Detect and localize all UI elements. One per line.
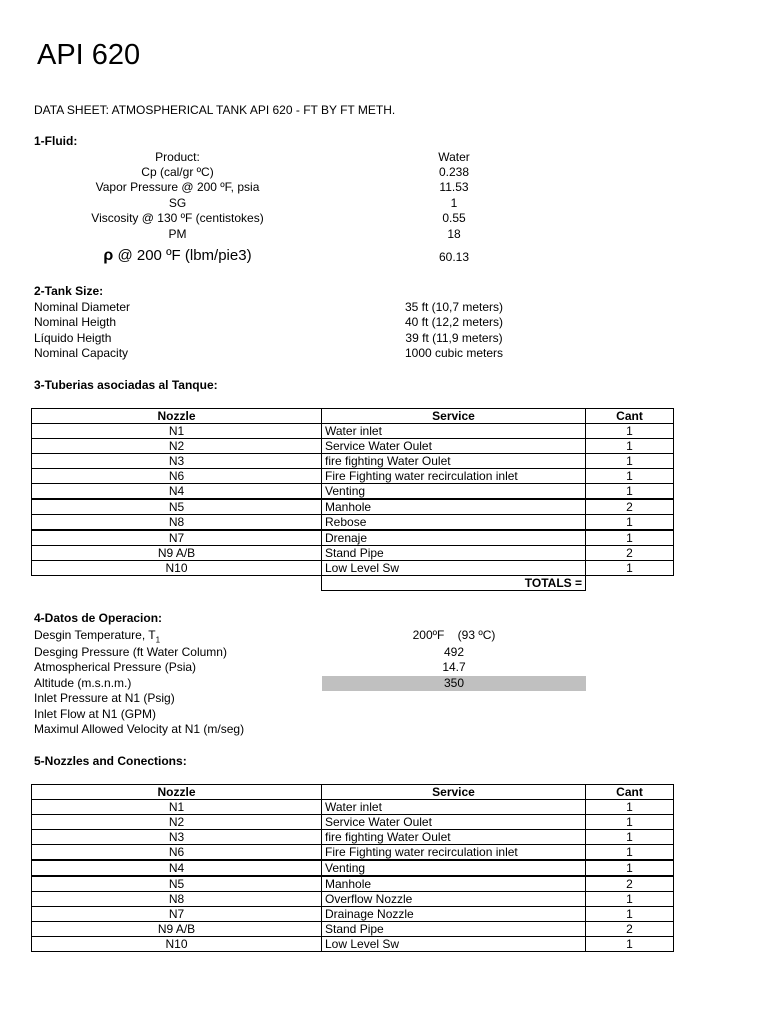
service-cell: Water inlet bbox=[322, 424, 586, 439]
fluid-value: 1 bbox=[450, 196, 458, 210]
cant-cell: 1 bbox=[586, 484, 674, 500]
operacion-value: 492 bbox=[443, 645, 465, 659]
table-row bbox=[32, 907, 674, 922]
tank-size-value: 1000 cubic meters bbox=[404, 346, 504, 360]
tank-size-label: Nominal Heigth bbox=[34, 315, 117, 329]
table-row bbox=[32, 439, 674, 454]
cant-cell: 1 bbox=[586, 439, 674, 454]
service-cell: Venting bbox=[322, 860, 586, 876]
service-cell: Stand Pipe bbox=[322, 546, 586, 561]
service-cell: Drainage Nozzle bbox=[322, 907, 586, 922]
service-cell: Service Water Oulet bbox=[322, 815, 586, 830]
service-cell: fire fighting Water Oulet bbox=[322, 830, 586, 845]
table-row bbox=[32, 469, 674, 484]
nozzles-table bbox=[31, 784, 674, 952]
tank-size-heading: 2-Tank Size: bbox=[34, 284, 104, 298]
design-temperature-value: 200ºF (93 ºC) bbox=[412, 628, 496, 642]
fluid-value: Water bbox=[438, 150, 470, 164]
cant-cell: 1 bbox=[586, 860, 674, 876]
cant-cell: 1 bbox=[586, 800, 674, 815]
totals-spacer bbox=[586, 576, 674, 591]
totals-label: TOTALS = bbox=[322, 576, 586, 591]
table-row bbox=[32, 922, 674, 937]
nozzle-cell: N2 bbox=[32, 439, 322, 454]
nozzle-cell: N4 bbox=[32, 484, 322, 500]
density-label bbox=[50, 247, 305, 265]
nozzle-cell: N3 bbox=[32, 454, 322, 469]
operacion-label: Inlet Pressure at N1 (Psig) bbox=[34, 691, 175, 705]
design-temperature-text: Desgin Temperature, T bbox=[34, 628, 156, 642]
operacion-label: Inlet Flow at N1 (GPM) bbox=[34, 707, 157, 721]
table-row bbox=[32, 546, 674, 561]
tank-size-label: Nominal Diameter bbox=[34, 300, 131, 314]
service-cell: Stand Pipe bbox=[322, 922, 586, 937]
document-subtitle: DATA SHEET: ATMOSPHERICAL TANK API 620 - FT BY FT METH. bbox=[34, 103, 396, 117]
operacion-label: Maximul Allowed Velocity at N1 (m/seg) bbox=[34, 722, 245, 736]
service-cell: Manhole bbox=[322, 499, 586, 515]
nozzle-cell: N9 A/B bbox=[32, 546, 322, 561]
service-cell: Manhole bbox=[322, 876, 586, 892]
table-header-row bbox=[32, 785, 674, 800]
nozzle-cell: N1 bbox=[32, 424, 322, 439]
nozzle-cell: N5 bbox=[32, 876, 322, 892]
nozzle-cell: N4 bbox=[32, 860, 322, 876]
nozzle-cell: N6 bbox=[32, 469, 322, 484]
density-value: 60.13 bbox=[438, 250, 470, 264]
fluid-label: SG bbox=[168, 196, 187, 210]
fluid-label: Cp (cal/gr ºC) bbox=[141, 165, 214, 179]
tank-size-value: 35 ft (10,7 meters) bbox=[404, 300, 504, 314]
nozzle-cell: N7 bbox=[32, 907, 322, 922]
cant-cell: 2 bbox=[586, 499, 674, 515]
operacion-value: 14.7 bbox=[442, 660, 466, 674]
fluid-value: 11.53 bbox=[439, 180, 469, 194]
nozzle-cell: N7 bbox=[32, 530, 322, 546]
cant-cell: 1 bbox=[586, 530, 674, 546]
tank-size-value: 39 ft (11,9 meters) bbox=[405, 331, 503, 345]
table-row bbox=[32, 530, 674, 546]
tuberias-table bbox=[31, 408, 674, 591]
cant-cell: 1 bbox=[586, 845, 674, 861]
table-row bbox=[32, 424, 674, 439]
table-row bbox=[32, 515, 674, 531]
cant-cell: 1 bbox=[586, 830, 674, 845]
cant-cell: 1 bbox=[586, 907, 674, 922]
cant-cell: 1 bbox=[586, 454, 674, 469]
tank-size-label: Nominal Capacity bbox=[34, 346, 129, 360]
tank-size-value: 40 ft (12,2 meters) bbox=[404, 315, 504, 329]
tuberias-heading: 3-Tuberias asociadas al Tanque: bbox=[34, 378, 218, 392]
table-row bbox=[32, 561, 674, 576]
service-cell: Fire Fighting water recirculation inlet bbox=[322, 845, 586, 861]
service-cell: Low Level Sw bbox=[322, 937, 586, 952]
table-row bbox=[32, 845, 674, 861]
service-cell: fire fighting Water Oulet bbox=[322, 454, 586, 469]
operacion-label: Desging Pressure (ft Water Column) bbox=[34, 645, 227, 659]
fluid-label: PM bbox=[168, 227, 187, 241]
nozzle-cell: N6 bbox=[32, 845, 322, 861]
nozzles-heading: 5-Nozzles and Conections: bbox=[34, 754, 187, 768]
totals-row bbox=[32, 576, 674, 591]
page-title: API 620 bbox=[37, 39, 141, 71]
table-row bbox=[32, 830, 674, 845]
operacion-label: Altitude (m.s.n.m.) bbox=[34, 676, 132, 690]
nozzle-cell: N2 bbox=[32, 815, 322, 830]
header-service: Service bbox=[322, 409, 586, 424]
cant-cell: 1 bbox=[586, 561, 674, 576]
totals-spacer bbox=[32, 576, 322, 591]
header-service: Service bbox=[322, 785, 586, 800]
table-header-row bbox=[32, 409, 674, 424]
rho-symbol: ρ bbox=[103, 247, 114, 264]
tank-size-label: Líquido Heigth bbox=[34, 331, 112, 345]
operacion-value: 350 bbox=[443, 676, 465, 690]
nozzle-cell: N10 bbox=[32, 561, 322, 576]
table-row bbox=[32, 484, 674, 500]
cant-cell: 2 bbox=[586, 922, 674, 937]
cant-cell: 1 bbox=[586, 937, 674, 952]
nozzle-cell: N1 bbox=[32, 800, 322, 815]
nozzle-cell: N9 A/B bbox=[32, 922, 322, 937]
service-cell: Service Water Oulet bbox=[322, 439, 586, 454]
nozzle-cell: N10 bbox=[32, 937, 322, 952]
fluid-heading: 1-Fluid: bbox=[34, 134, 78, 148]
service-cell: Overflow Nozzle bbox=[322, 892, 586, 907]
nozzle-cell: N3 bbox=[32, 830, 322, 845]
cant-cell: 1 bbox=[586, 424, 674, 439]
header-nozzle: Nozzle bbox=[32, 409, 322, 424]
table-row bbox=[32, 937, 674, 952]
fluid-value: 0.55 bbox=[442, 211, 466, 225]
header-nozzle: Nozzle bbox=[32, 785, 322, 800]
service-cell: Water inlet bbox=[322, 800, 586, 815]
service-cell: Drenaje bbox=[322, 530, 586, 546]
density-label-text: @ 200 ºF (lbm/pie3) bbox=[113, 247, 252, 264]
table-row bbox=[32, 876, 674, 892]
nozzle-cell: N8 bbox=[32, 515, 322, 531]
fluid-label: Product: bbox=[155, 150, 200, 164]
cant-cell: 1 bbox=[586, 469, 674, 484]
cant-cell: 1 bbox=[586, 892, 674, 907]
fluid-label: Viscosity @ 130 ºF (centistokes) bbox=[91, 211, 264, 225]
table-row bbox=[32, 892, 674, 907]
cant-cell: 2 bbox=[586, 876, 674, 892]
nozzle-cell: N5 bbox=[32, 499, 322, 515]
table-row bbox=[32, 815, 674, 830]
service-cell: Venting bbox=[322, 484, 586, 500]
cant-cell: 1 bbox=[586, 515, 674, 531]
fluid-value: 0.238 bbox=[438, 165, 470, 179]
table-row bbox=[32, 454, 674, 469]
fluid-value: 18 bbox=[447, 227, 461, 241]
nozzle-cell: N8 bbox=[32, 892, 322, 907]
header-cant: Cant bbox=[586, 409, 674, 424]
operacion-label: Atmospherical Pressure (Psia) bbox=[34, 660, 197, 674]
fluid-label: Vapor Pressure @ 200 ºF, psia bbox=[95, 180, 260, 194]
table-row bbox=[32, 800, 674, 815]
cant-cell: 1 bbox=[586, 815, 674, 830]
operacion-heading: 4-Datos de Operacion: bbox=[34, 611, 163, 625]
service-cell: Fire Fighting water recirculation inlet bbox=[322, 469, 586, 484]
service-cell: Low Level Sw bbox=[322, 561, 586, 576]
table-row bbox=[32, 499, 674, 515]
table-row bbox=[32, 860, 674, 876]
service-cell: Rebose bbox=[322, 515, 586, 531]
cant-cell: 2 bbox=[586, 546, 674, 561]
header-cant: Cant bbox=[586, 785, 674, 800]
design-temperature-subscript: 1 bbox=[155, 635, 161, 645]
